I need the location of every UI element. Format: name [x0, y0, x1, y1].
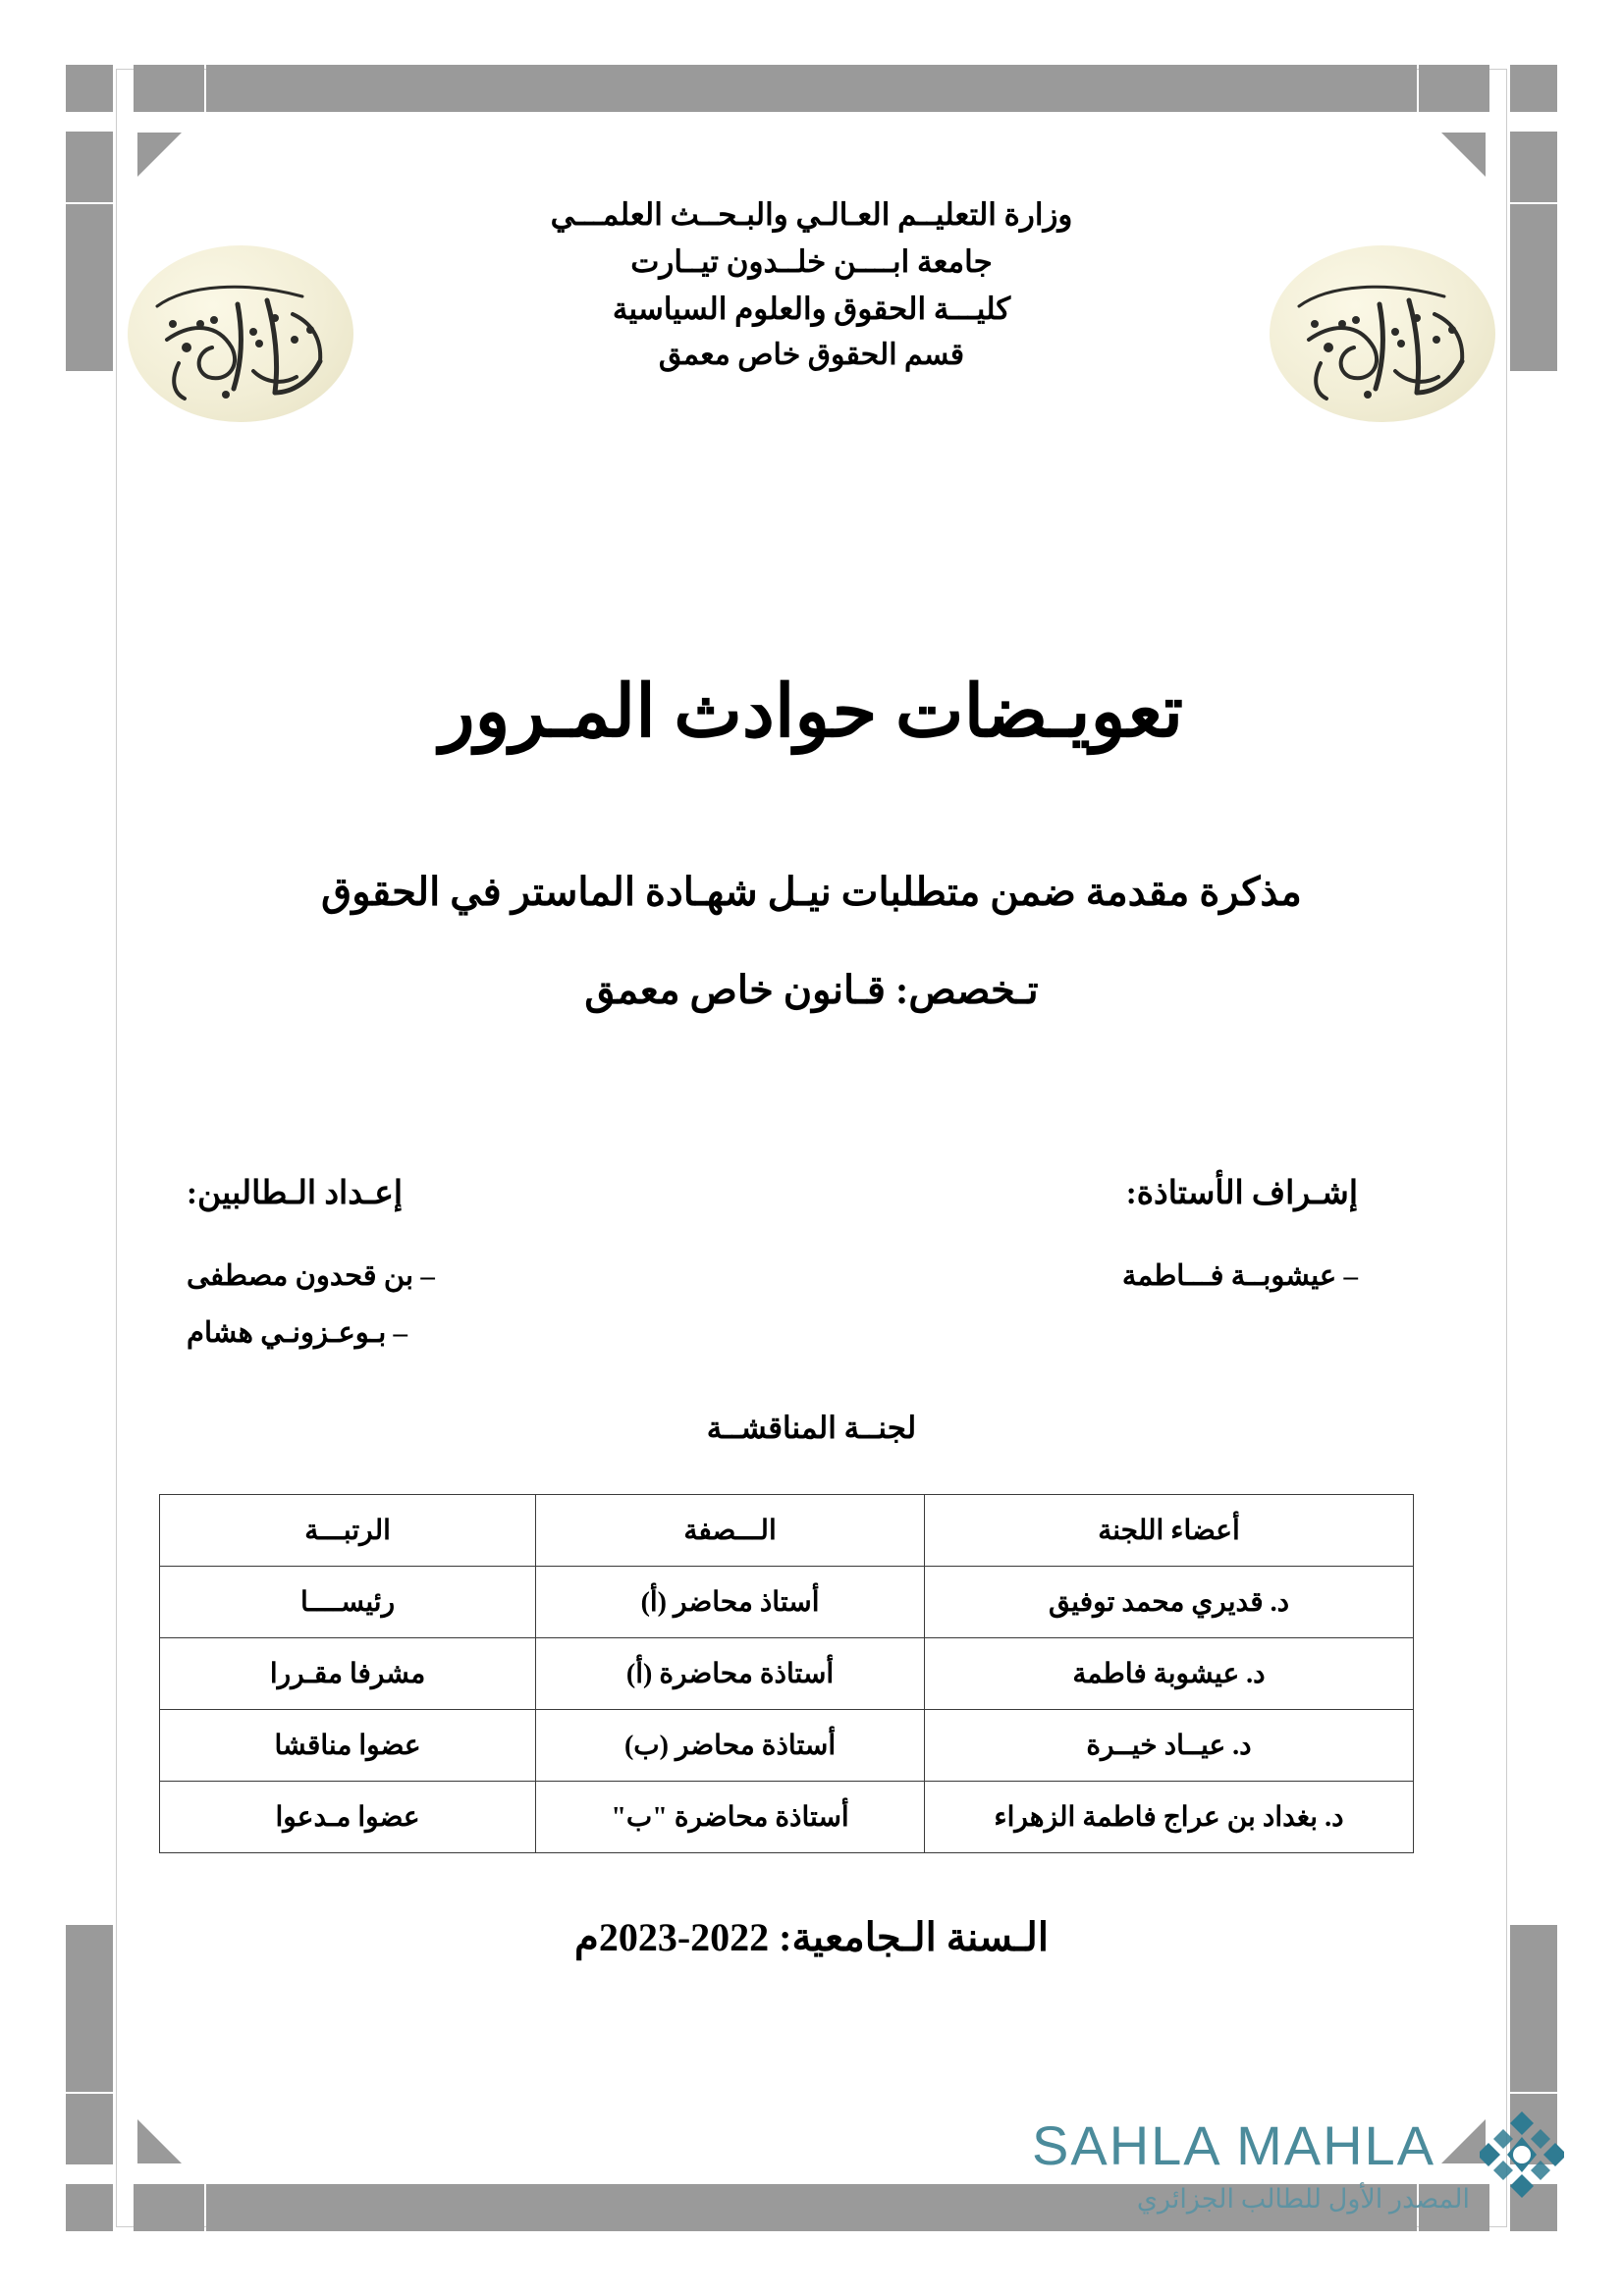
corner-bl-bottom-bar-a [134, 2184, 204, 2231]
students-heading: إعـداد الـطالبين: [187, 1176, 404, 1211]
thesis-specialization-line: تـخصص: قـانون خاص معمق [584, 968, 1039, 1012]
table-row [160, 1782, 1414, 1853]
corner-tl-top-bar-a [134, 65, 204, 112]
corner-bl-square [66, 2184, 113, 2231]
cell-role: أستاذ محاضر (أ) [536, 1567, 925, 1638]
ministry-line: وزارة التعليــم العـالـي والبـحــث العلمـــي [550, 197, 1073, 232]
student-name: – بـوعـزونـي هشام [187, 1317, 408, 1349]
corner-bl-triangle [137, 2119, 182, 2163]
supervisor-block [773, 1173, 1477, 1305]
cell-member: د. عيــاد خيــرة [924, 1710, 1413, 1782]
faculty-line: كليـــة الحقوق والعلوم السياسية [612, 292, 1011, 327]
cell-rank: عضوا مناقشا [160, 1710, 536, 1782]
column-header-rank: الرتبـــة [160, 1495, 536, 1567]
thesis-degree-line: مذكرة مقدمة ضمن متطلبات نيـل شهـادة الماستر في الحقوق [321, 870, 1302, 914]
cell-role: أستاذة محاضر (ب) [536, 1710, 925, 1782]
corner-tl-square [66, 65, 113, 112]
sahla-mahla-watermark [1014, 2080, 1564, 2257]
supervisor-heading: إشـراف الأستاذة: [1125, 1176, 1358, 1211]
department-line: قسم الحقوق خاص معمق [658, 339, 965, 372]
table-row [160, 1638, 1414, 1710]
cell-member: د. بغداد بن عراج فاطمة الزهراء [924, 1782, 1413, 1853]
jury-heading: لجنــة المناقشــة [706, 1411, 917, 1445]
corner-bl-left-bar-a [66, 2094, 113, 2164]
corner-tr-square [1510, 65, 1557, 112]
jury-table [159, 1494, 1414, 1853]
students-block [147, 1173, 773, 1362]
cell-member: د. قديري محمد توفيق [924, 1567, 1413, 1638]
cell-rank: رئيســــا [160, 1567, 536, 1638]
column-header-role: الـــصفة [536, 1495, 925, 1567]
table-row [160, 1710, 1414, 1782]
table-header-row [160, 1495, 1414, 1567]
corner-tr-triangle [1441, 133, 1486, 177]
university-line: جامعة ابــــن خلــدون تيــارت [630, 244, 993, 280]
corner-tr-top-bar-b [671, 65, 1417, 112]
supervisor-name: – عيشوبــة فـــاطمة [1121, 1260, 1358, 1292]
table-row [160, 1567, 1414, 1638]
authors-and-supervisor-block [147, 1173, 1476, 1362]
watermark-tagline: المصدر الأول للطالب الجزائري [1136, 2184, 1470, 2214]
sahla-mahla-logo-icon [1480, 2108, 1564, 2202]
cell-rank: مشرفا مقـررا [160, 1638, 536, 1710]
student-name: – بن قحدون مصطفى [187, 1260, 435, 1292]
cell-role: أستاذة محاضرة (أ) [536, 1638, 925, 1710]
column-header-member: أعضاء اللجنة [924, 1495, 1413, 1567]
watermark-brand: SAHLA MAHLA [1032, 2114, 1436, 2176]
cell-role: أستاذة محاضرة "ب" [536, 1782, 925, 1853]
cell-member: د. عيشوبة فاطمة [924, 1638, 1413, 1710]
thesis-title: تعويـضات حوادث المـرور [439, 672, 1184, 753]
academic-year: الـسنة الـجامعية: 2022-2023م [574, 1915, 1049, 1959]
corner-tl-triangle [137, 133, 182, 177]
institution-header [0, 191, 1623, 379]
cell-rank: عضوا مـدعوا [160, 1782, 536, 1853]
corner-tr-top-bar-a [1419, 65, 1489, 112]
